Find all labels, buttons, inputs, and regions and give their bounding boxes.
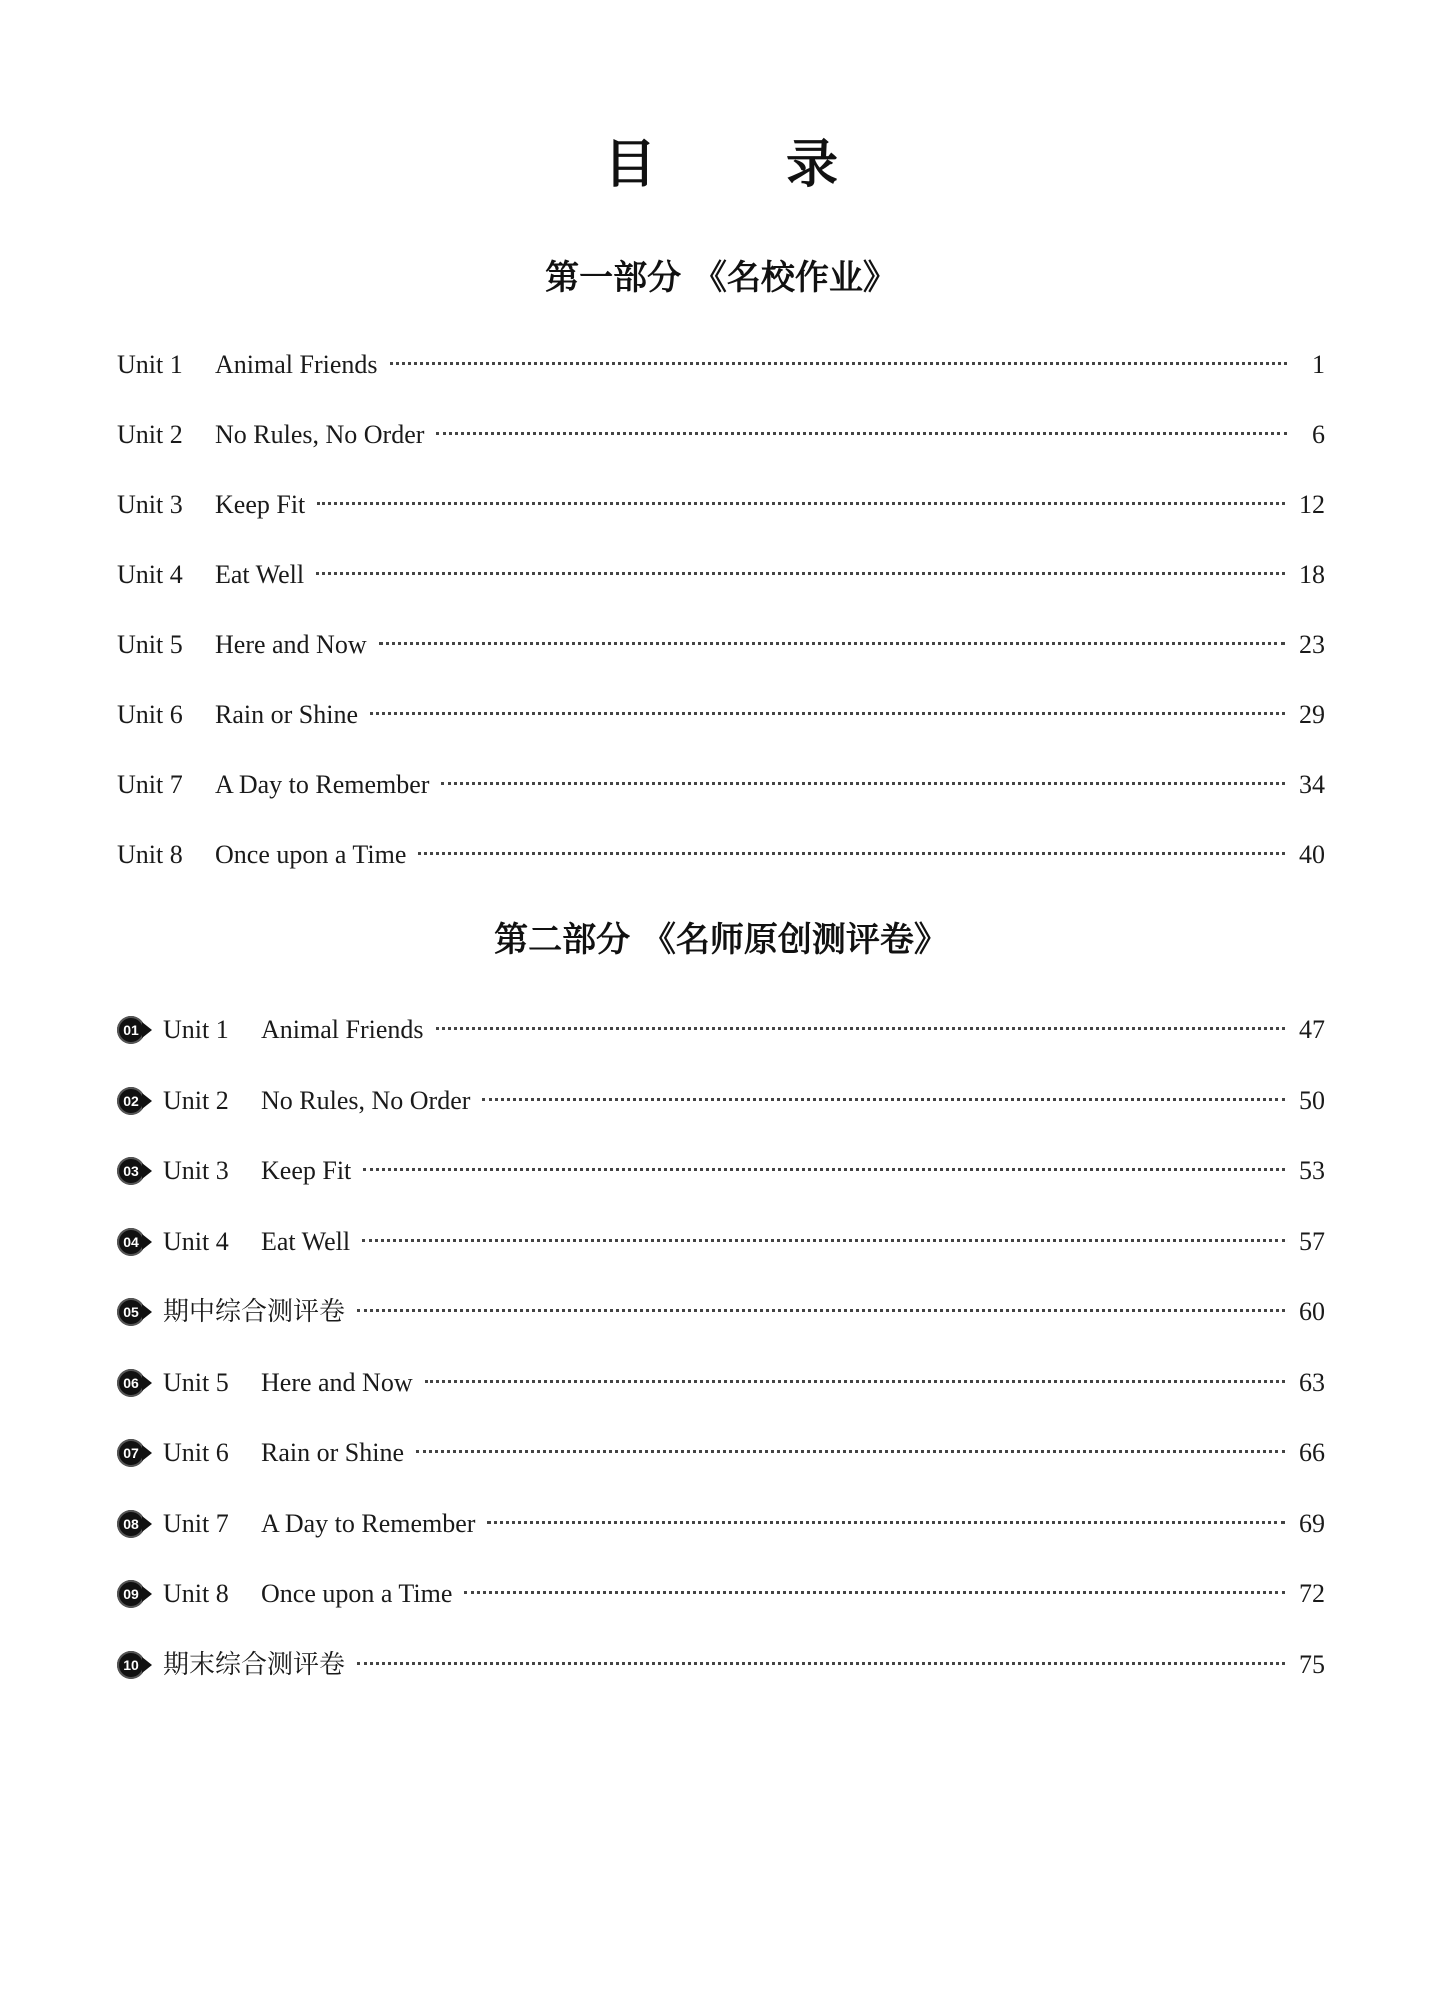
page-number: 6 [1312,420,1325,449]
page-number: 29 [1299,700,1325,729]
page-title: 目 录 [603,135,895,195]
part2-heading: 第二部分 《名师原创测评卷》 [494,920,948,960]
toc-entry[interactable] [117,995,1325,1066]
page-number: 34 [1299,770,1325,799]
badge-number: 07 [123,1445,139,1462]
unit-title: Keep Fit [261,1156,352,1185]
badge-number: 08 [123,1515,139,1532]
toc-entry[interactable] [117,1066,1325,1137]
unit-label: Unit 4 [117,560,183,589]
toc-entry[interactable] [117,540,1325,610]
number-badge-icon [117,1510,161,1538]
unit-title: Here and Now [215,630,367,659]
unit-label: Unit 1 [117,350,183,379]
dot-leader [418,852,1285,855]
unit-label: Unit 4 [163,1226,229,1256]
page-number: 1 [1312,350,1325,379]
page-number: 75 [1299,1649,1325,1679]
toc-entry[interactable] [117,1207,1325,1278]
unit-label: Unit 6 [117,700,183,729]
number-badge-icon [117,1369,161,1397]
badge-number: 10 [123,1656,139,1673]
number-badge-icon [117,1298,161,1326]
unit-title: Animal Friends [215,350,378,379]
page-number: 47 [1299,1015,1325,1044]
toc-entry[interactable] [117,1277,1325,1348]
toc-entry[interactable] [117,400,1325,470]
badge-number: 04 [123,1233,139,1250]
unit-label: Unit 7 [117,770,183,799]
badge-number: 05 [123,1304,139,1321]
unit-title: Once upon a Time [261,1579,453,1608]
unit-title: Animal Friends [261,1015,424,1044]
toc-entry[interactable] [117,680,1325,750]
page-number: 12 [1299,490,1325,519]
unit-title: Rain or Shine [261,1438,404,1467]
unit-label: Unit 8 [117,840,183,869]
dot-leader [363,1168,1285,1171]
toc-entry[interactable] [117,1489,1325,1560]
unit-title: No Rules, No Order [215,420,425,449]
unit-label: Unit 3 [117,490,183,519]
toc-entry[interactable] [117,1418,1325,1489]
badge-number: 06 [123,1374,139,1391]
number-badge-icon [117,1439,161,1467]
number-badge-icon [117,1016,161,1044]
unit-title: A Day to Remember [261,1508,476,1538]
toc-entry[interactable] [117,1559,1325,1630]
unit-title: A Day to Remember [215,770,430,799]
badge-number: 02 [123,1092,139,1109]
unit-label: Unit 8 [163,1579,229,1608]
toc-entry[interactable] [117,470,1325,540]
badge-number: 01 [123,1022,139,1039]
dot-leader [436,1027,1286,1030]
dot-leader [317,502,1285,505]
toc-entry[interactable] [117,750,1325,820]
unit-title: Keep Fit [215,490,306,519]
dot-leader [390,362,1288,365]
unit-title: Here and Now [261,1367,413,1397]
toc-entry[interactable] [117,1630,1325,1701]
dot-leader [357,1309,1285,1312]
dot-leader [464,1591,1285,1594]
part1-heading: 第一部分 《名校作业》 [545,258,897,298]
part1-toc-list [117,330,1325,890]
number-badge-icon [117,1228,161,1256]
dot-leader [379,642,1285,645]
dot-leader [362,1239,1285,1242]
number-badge-icon [117,1157,161,1185]
dot-leader [487,1521,1285,1524]
unit-label: Unit 1 [163,1015,229,1044]
dot-leader [370,712,1285,715]
unit-label: Unit 6 [163,1438,229,1467]
unit-title: Rain or Shine [215,700,358,729]
dot-leader [425,1380,1285,1383]
toc-entry[interactable] [117,1136,1325,1207]
toc-entry[interactable] [117,820,1325,890]
unit-title: 期中综合测评卷 [163,1297,346,1327]
page-number: 50 [1299,1085,1325,1115]
number-badge-icon [117,1651,161,1679]
unit-label: Unit 5 [163,1367,229,1397]
unit-label: Unit 3 [163,1156,229,1185]
unit-title: Eat Well [261,1226,351,1256]
unit-title: No Rules, No Order [261,1085,471,1115]
dot-leader [436,432,1287,435]
unit-label: Unit 2 [117,420,183,449]
page-number: 66 [1299,1438,1325,1467]
unit-label: Unit 2 [163,1085,229,1115]
dot-leader [357,1662,1285,1665]
toc-entry[interactable] [117,330,1325,400]
dot-leader [482,1098,1285,1101]
unit-title: 期末综合测评卷 [163,1649,346,1680]
dot-leader [416,1450,1285,1453]
page-number: 57 [1299,1226,1325,1256]
page-number: 60 [1299,1297,1325,1326]
badge-number: 09 [123,1586,139,1603]
page-number: 18 [1299,560,1325,589]
toc-entry[interactable] [117,610,1325,680]
dot-leader [441,782,1285,785]
page-number: 53 [1299,1156,1325,1185]
page-number: 40 [1299,840,1325,869]
number-badge-icon [117,1580,161,1608]
unit-label: Unit 5 [117,630,183,659]
page-number: 63 [1299,1367,1325,1397]
page-number: 69 [1299,1508,1325,1538]
dot-leader [316,572,1285,575]
toc-entry[interactable] [117,1348,1325,1419]
unit-label: Unit 7 [163,1508,229,1538]
page-number: 72 [1299,1579,1325,1608]
part2-toc-list [117,995,1325,1700]
unit-title: Eat Well [215,560,305,589]
unit-title: Once upon a Time [215,840,407,869]
page-number: 23 [1299,630,1325,659]
badge-number: 03 [123,1163,139,1180]
number-badge-icon [117,1087,161,1115]
